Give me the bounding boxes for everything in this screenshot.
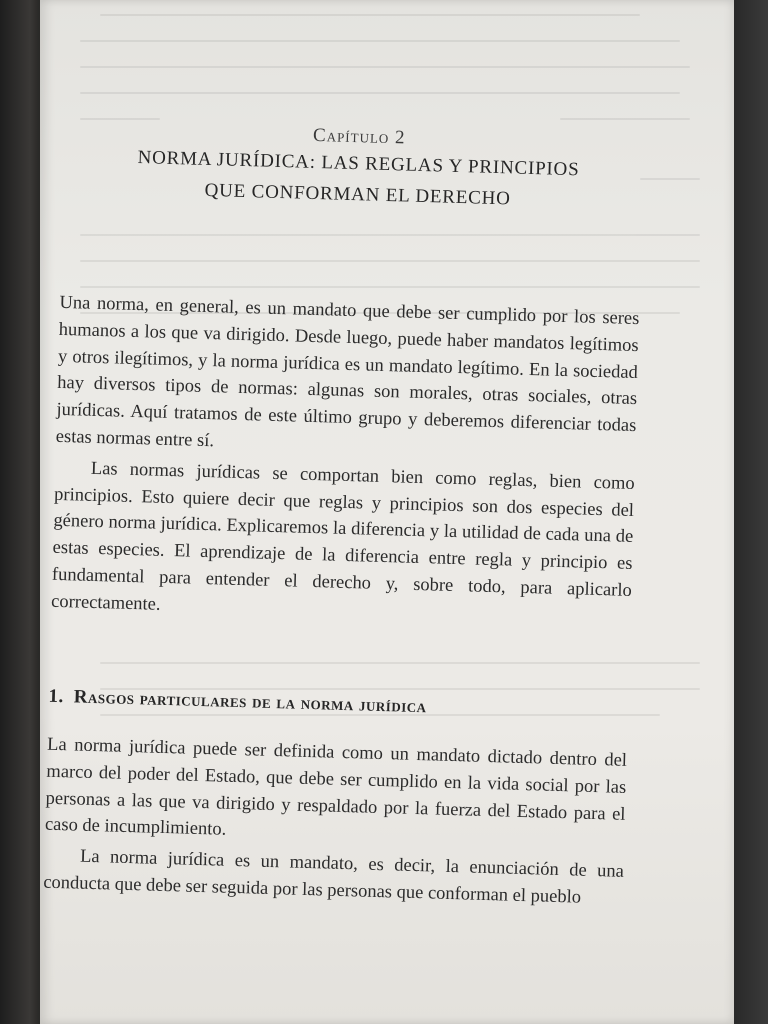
- section-number: 1.: [48, 685, 65, 708]
- chapter-label: Capítulo 2: [312, 124, 406, 149]
- intro-text: [51, 290, 640, 632]
- page-text: [43, 0, 658, 908]
- section-heading: [48, 686, 628, 724]
- section-paragraph-1: La norma jurídica puede ser definida como un mandato dictado dentro del marco del poder del Estado, que debe ser cumplido en la vida social por las personas a las que va dirigido y respaldado por la fuerza del Estado para el caso de incumplimiento.: [44, 734, 628, 841]
- intro-paragraph-2: Las normas jurídicas se comportan bien como reglas, bien como principios. Esto quiere decir que reglas y principios son dos especies del género norma jurídica. Explicaremos la diferencia y la utilidad de cada una de estas especies. El aprendizaje de la diferencia entre regla y principio es fundamental para entender el derecho y, sobre todo, para aplicarlo correctamente.: [50, 458, 635, 615]
- section-paragraph-2: La norma jurídica es un mandato, es decir, la enunciación de una conducta que debe ser seguida por las personas que conforman el pueblo: [43, 846, 625, 908]
- book-page: [40, 0, 734, 1024]
- section-title: Rasgos particulares de la norma jurídica: [73, 686, 427, 718]
- chapter-title-line-1: NORMA JURÍDICA: LAS REGLAS Y PRINCIPIOS: [137, 147, 580, 181]
- section-text: [43, 732, 627, 913]
- chapter-title-line-2: QUE CONFORMAN EL DERECHO: [204, 179, 511, 210]
- intro-paragraph-1: Una norma, en general, es un mandato que debe ser cumplido por los seres humanos a los que va dirigido. Desde luego, puede haber mandatos legítimos y otros ilegítimos, y la norma jurídica es un mandato legítimo. En la sociedad hay diversos tipos de normas: algunas son morales, otras sociales, otras jurídicas. Aquí tratamos de este último grupo y deberemos diferenciar todas estas normas entre sí.: [55, 292, 640, 452]
